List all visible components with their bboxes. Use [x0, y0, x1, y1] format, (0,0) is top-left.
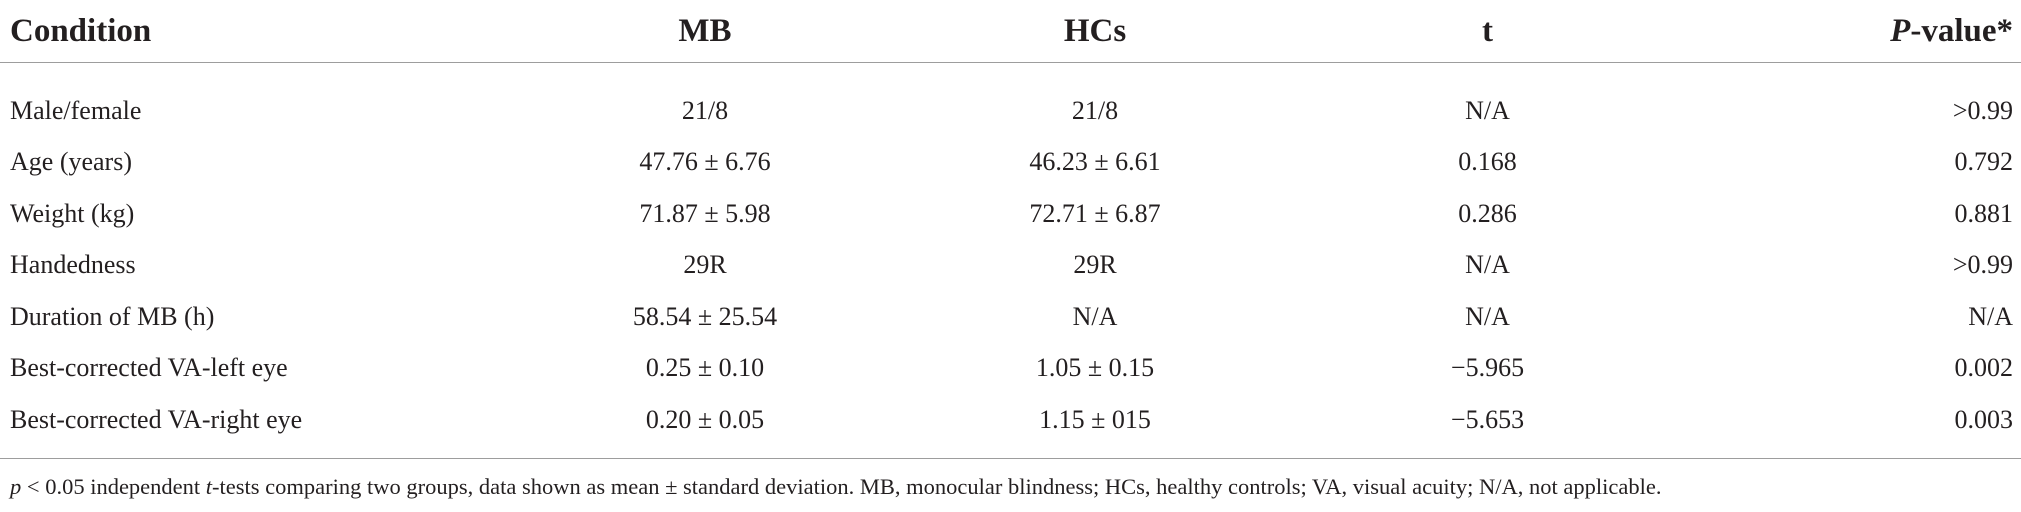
cell-condition: Best-corrected VA-left eye: [10, 353, 288, 383]
cell-pvalue: 0.792: [1954, 147, 2013, 177]
footnote-part1: < 0.05 independent: [21, 474, 206, 499]
bottom-divider: [0, 458, 2021, 459]
cell-pvalue: 0.881: [1954, 198, 2013, 228]
cell-mb: 58.54 ± 25.54: [632, 301, 778, 331]
table-row: [0, 343, 2021, 395]
cell-pvalue: >0.99: [1952, 250, 2013, 280]
cell-hcs: 21/8: [1071, 95, 1119, 125]
cell-t: 0.168: [1458, 147, 1517, 177]
table-row: [0, 188, 2021, 240]
header-pvalue-italic: P: [1890, 12, 1911, 49]
cell-hcs: 46.23 ± 6.61: [1029, 147, 1161, 177]
table-body: [0, 85, 2021, 446]
table-row: [0, 394, 2021, 446]
cell-condition: Male/female: [10, 95, 142, 125]
cell-t: −5.653: [1450, 404, 1525, 434]
cell-mb: 71.87 ± 5.98: [639, 198, 771, 228]
cell-mb: 0.25 ± 0.10: [645, 353, 765, 383]
cell-t: −5.965: [1450, 353, 1525, 383]
cell-mb: 0.20 ± 0.05: [645, 404, 765, 434]
cell-condition: Duration of MB (h): [10, 301, 215, 331]
cell-pvalue: 0.002: [1954, 353, 2013, 383]
header-pvalue: [1685, 0, 2021, 63]
header-mb: MB: [510, 0, 900, 63]
cell-mb: 47.76 ± 6.76: [639, 147, 771, 177]
table-header: [0, 0, 2021, 63]
cell-t: N/A: [1465, 250, 1510, 280]
cell-mb: 21/8: [681, 95, 729, 125]
cell-t: 0.286: [1458, 198, 1517, 228]
cell-condition: Handedness: [10, 250, 136, 280]
cell-mb: 29R: [683, 250, 727, 280]
cell-t: N/A: [1465, 301, 1510, 331]
table-row: [0, 240, 2021, 292]
cell-hcs: 1.05 ± 0.15: [1035, 353, 1155, 383]
cell-hcs: 1.15 ± 015: [1039, 404, 1151, 434]
cell-t: N/A: [1465, 95, 1510, 125]
header-pvalue-rest: -value*: [1910, 12, 2013, 49]
header-hcs: HCs: [900, 0, 1290, 63]
table-row: [0, 85, 2021, 137]
footnote-p-symbol: p: [10, 474, 22, 499]
cell-hcs: N/A: [1072, 301, 1118, 331]
cell-condition: Weight (kg): [10, 198, 135, 228]
cell-pvalue: 0.003: [1954, 404, 2013, 434]
cell-pvalue: N/A: [1968, 301, 2013, 331]
header-row: [0, 0, 2021, 63]
cell-condition: Age (years): [10, 147, 132, 177]
table-row: [0, 291, 2021, 343]
header-t: t: [1290, 0, 1685, 63]
cell-condition: Best-corrected VA-right eye: [10, 404, 303, 434]
footnote-t-symbol: t: [205, 474, 213, 499]
cell-pvalue: >0.99: [1952, 95, 2013, 125]
cell-hcs: 29R: [1073, 250, 1117, 280]
table-footnote: [10, 474, 1661, 500]
spacer: [0, 63, 2021, 86]
table-row: [0, 137, 2021, 189]
footnote-part2: -tests comparing two groups, data shown as mean ± standard deviation. MB, monocular blindness; HCs, healthy controls; VA, visual acuity; N/A, not applicable.: [212, 474, 1662, 499]
header-condition: Condition: [0, 0, 510, 63]
cell-hcs: 72.71 ± 6.87: [1029, 198, 1161, 228]
